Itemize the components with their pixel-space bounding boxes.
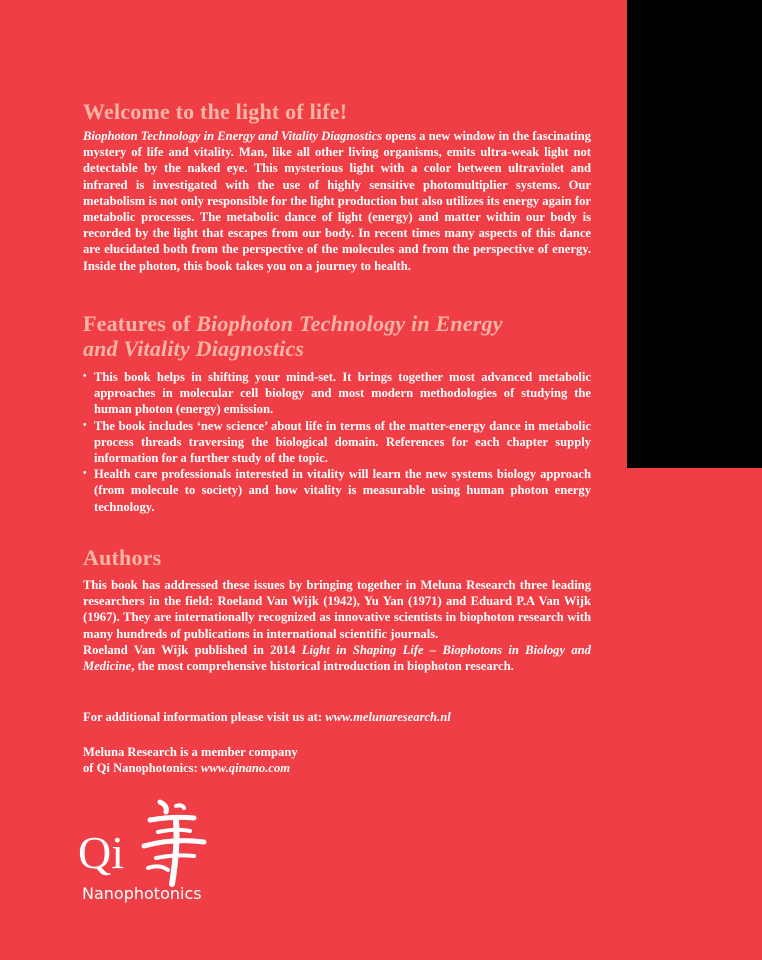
authors-section bbox=[83, 545, 591, 674]
info-prefix: For additional information please visit us at: bbox=[83, 710, 326, 724]
pub-title-2: Medicine bbox=[83, 659, 132, 674]
features-heading-prefix: Features of bbox=[83, 311, 197, 336]
logo-qi: Qi bbox=[78, 827, 124, 878]
member-line-2 bbox=[83, 760, 591, 776]
calligraphy-glyph-icon bbox=[138, 798, 213, 888]
features-heading bbox=[83, 311, 591, 361]
feature-bullet: • The book includes ‘new science’ about life in terms of the matter-energy dance in metabolic process threads traversing the biological domain. References for each chapter supply information for a further study of the topic. bbox=[83, 418, 591, 467]
contact-info bbox=[83, 709, 591, 725]
black-block bbox=[627, 0, 762, 468]
feature-bullet: • This book helps in shifting your mind-set. It brings together most advanced metabolic approaches in molecular cell biology and most modern methodologies of studying the human photon (energy) emission. bbox=[83, 369, 591, 418]
pub-title-1: Light in Shaping Life – Biophotons in Biology and bbox=[301, 642, 591, 657]
logo-nanophotonics: Nanophotonics bbox=[82, 884, 202, 903]
welcome-paragraph bbox=[83, 128, 591, 274]
pub-suffix: , the most comprehensive historical introduction in biophoton research. bbox=[131, 659, 514, 674]
welcome-section bbox=[83, 99, 591, 274]
welcome-heading: Welcome to the light of life! bbox=[83, 99, 348, 124]
welcome-body: opens a new window in the fascinating mystery of life and vitality. Man, like all other living organisms, emits ultra-weak light not detectable by the naked eye. This mysterious light with a color between ultraviolet and infrared is investigated with the use of highly sensitive photomultiplier systems. Our metabolism is not only responsible for the light production but also utilizes its energy again for metabolic processes. The metabolic dance of light (energy) and matter within our body is recorded by the light that escapes from our body. In recent times many aspects of this dance are elucidated both from the perspective of the molecules and from the perspective of energy. Inside the photon, this book takes you on a journey to health. bbox=[83, 129, 591, 273]
member-prefix: of Qi Nanophotonics: bbox=[83, 761, 201, 776]
authors-paragraph: This book has addressed these issues by bringing together in Meluna Research three leading researchers in the field: Roeland Van Wijk (1942), Yu Yan (1971) and Eduard P.A Van Wijk (1967). They are internationally recognized as innovative scientists in biophoton research with many hundreds of publications in international scientific journals. bbox=[83, 578, 591, 641]
features-heading-title-1: Biophoton Technology in Energy bbox=[196, 311, 503, 336]
features-section bbox=[83, 311, 591, 515]
member-line-1: Meluna Research is a member company bbox=[83, 745, 298, 759]
membership-info bbox=[83, 744, 591, 776]
authors-heading: Authors bbox=[83, 545, 162, 570]
meluna-link[interactable]: www.melunaresearch.nl bbox=[325, 710, 451, 724]
qi-nanophotonics-logo bbox=[78, 798, 218, 908]
additional-info bbox=[83, 709, 591, 725]
qinano-link[interactable]: www.qinano.com bbox=[200, 761, 291, 776]
features-list bbox=[83, 369, 591, 515]
pub-prefix: Roeland Van Wijk published in 2014 bbox=[83, 642, 302, 657]
book-title: Biophoton Technology in Energy and Vitality Diagnostics bbox=[83, 129, 383, 143]
authors-publication bbox=[83, 642, 591, 674]
features-heading-title-2: and Vitality Diagnostics bbox=[83, 336, 305, 361]
feature-bullet: • Health care professionals interested in vitality will learn the new systems biology approach (from molecule to society) and how vitality is measurable using human photon energy technology. bbox=[83, 466, 591, 515]
